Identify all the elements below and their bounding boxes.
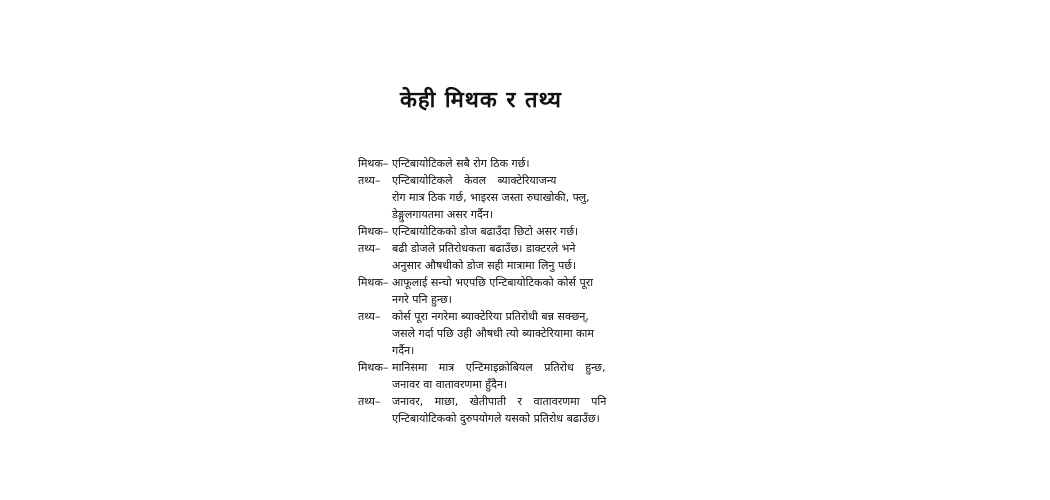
myth-label: मिथक–: [358, 225, 389, 238]
item-line: डेङ्गुलगायतमा असर गर्दैन।: [392, 208, 494, 221]
myth-label: मिथक–: [358, 276, 389, 289]
myth-item-2: [358, 223, 978, 240]
item-line: एन्टिबायोटिकको डोज बढाउँदा छिटो असर गर्छ।: [392, 225, 579, 238]
item-line: अनुसार औषधीको डोज सही मात्रामा लिनु पर्छ।: [392, 259, 577, 272]
item-line: जनावर वा वातावरणमा हुँदैन।: [392, 378, 508, 391]
myth-item-3: [358, 274, 978, 308]
page-title: केही मिथक र तथ्य: [400, 88, 562, 113]
item-line: कोर्स पूरा नगरेमा ब्याक्टेरिया प्रतिरोधी बन्न सक्छन्,: [392, 310, 589, 323]
item-line: गर्दैन।: [392, 344, 415, 357]
item-line: जसले गर्दा पछि उही औषधी त्यो ब्याक्टेरियामा काम: [392, 327, 594, 340]
myth-label: मिथक–: [358, 157, 389, 170]
fact-item-1: [358, 172, 978, 223]
item-line: एन्टिबायोटिकको दुरुपयोगले यसको प्रतिरोध बढाउँछ।: [392, 412, 600, 425]
fact-label: तथ्य–: [358, 395, 381, 408]
item-line: मानिसमा मात्र एन्टिमाइक्रोबियल प्रतिरोध हुन्छ,: [392, 361, 606, 374]
item-line: एन्टिबायोटिकले सबै रोग ठिक गर्छ।: [392, 157, 530, 170]
myth-label: मिथक–: [358, 361, 389, 374]
item-line: नगरे पनि हुन्छ।: [392, 293, 452, 306]
fact-item-3: [358, 308, 978, 359]
item-line: आफूलाई सन्चो भएपछि एन्टिबायोटिकको कोर्स पूरा: [392, 276, 594, 289]
myth-item-1: [358, 155, 978, 172]
fact-item-2: [358, 240, 978, 274]
myth-item-4: [358, 359, 978, 393]
fact-label: तथ्य–: [358, 174, 381, 187]
item-line: रोग मात्र ठिक गर्छ, भाइरस जस्ता रुघाखोकी, फ्लु,: [392, 191, 590, 204]
item-line: बढी डोजले प्रतिरोधकता बढाउँछ। डाक्टरले भने: [392, 242, 576, 255]
item-line: जनावर, माछा, खेतीपाती र वातावरणमा पनि: [392, 395, 607, 408]
fact-item-4: [358, 393, 978, 427]
fact-label: तथ्य–: [358, 310, 381, 323]
item-line: एन्टिबायोटिकले केवल ब्याक्टेरियाजन्य: [392, 174, 557, 187]
fact-label: तथ्य–: [358, 242, 381, 255]
